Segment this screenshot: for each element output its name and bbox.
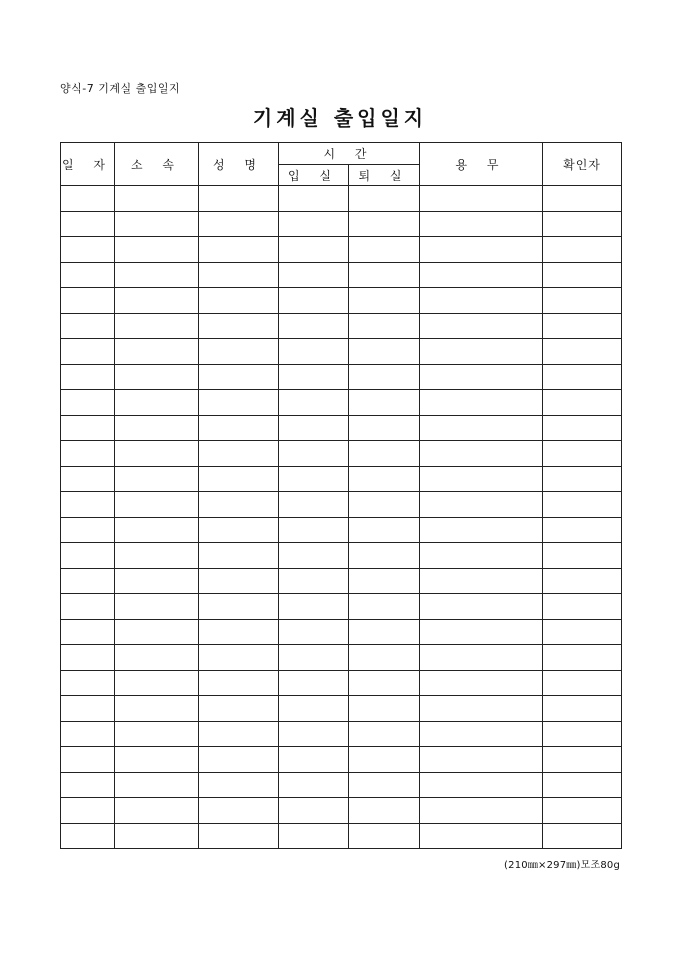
purpose-cell[interactable] [420,517,543,543]
name-cell[interactable] [199,313,279,339]
department-cell[interactable] [115,313,199,339]
date-cell[interactable] [61,823,115,849]
name-cell[interactable] [199,364,279,390]
purpose-cell[interactable] [420,645,543,671]
department-cell[interactable] [115,747,199,773]
name-cell[interactable] [199,517,279,543]
date-cell[interactable] [61,747,115,773]
time-out-cell[interactable] [349,670,420,696]
confirmer-cell[interactable] [543,543,622,569]
confirmer-cell[interactable] [543,696,622,722]
purpose-cell[interactable] [420,415,543,441]
purpose-cell[interactable] [420,441,543,467]
confirmer-cell[interactable] [543,568,622,594]
table-row [61,364,622,390]
table-row [61,466,622,492]
time-out-cell[interactable] [349,696,420,722]
date-cell[interactable] [61,186,115,212]
table-row [61,517,622,543]
time-in-cell[interactable] [279,466,349,492]
time-out-cell[interactable] [349,619,420,645]
department-cell[interactable] [115,288,199,314]
confirmer-cell[interactable] [543,772,622,798]
purpose-cell[interactable] [420,262,543,288]
purpose-cell[interactable] [420,186,543,212]
table-row [61,721,622,747]
department-cell[interactable] [115,441,199,467]
table-row [61,441,622,467]
name-cell[interactable] [199,339,279,365]
confirmer-cell[interactable] [543,645,622,671]
name-cell[interactable] [199,696,279,722]
time-in-cell[interactable] [279,568,349,594]
confirmer-cell[interactable] [543,390,622,416]
name-cell[interactable] [199,492,279,518]
date-cell[interactable] [61,517,115,543]
time-in-cell[interactable] [279,237,349,263]
name-cell[interactable] [199,288,279,314]
name-cell[interactable] [199,415,279,441]
confirmer-cell[interactable] [543,441,622,467]
paper-spec-note: (210㎜×297㎜)모조80g [504,860,620,871]
time-out-cell[interactable] [349,492,420,518]
name-cell[interactable] [199,466,279,492]
department-cell[interactable] [115,721,199,747]
table-row [61,186,622,212]
time-in-cell[interactable] [279,390,349,416]
confirmer-cell[interactable] [543,466,622,492]
confirmer-cell[interactable] [543,823,622,849]
confirmer-cell[interactable] [543,211,622,237]
time-out-cell[interactable] [349,390,420,416]
form-code: 양식-7 기계실 출입일지 [60,82,181,95]
date-cell[interactable] [61,441,115,467]
time-in-cell[interactable] [279,772,349,798]
time-in-cell[interactable] [279,823,349,849]
date-cell[interactable] [61,543,115,569]
name-cell[interactable] [199,543,279,569]
purpose-cell[interactable] [420,237,543,263]
confirmer-cell[interactable] [543,670,622,696]
department-cell[interactable] [115,415,199,441]
time-out-cell[interactable] [349,262,420,288]
header-time: 시 간 [279,143,420,165]
confirmer-cell[interactable] [543,492,622,518]
time-in-cell[interactable] [279,594,349,620]
date-cell[interactable] [61,798,115,824]
name-cell[interactable] [199,619,279,645]
table-row [61,211,622,237]
name-cell[interactable] [199,568,279,594]
purpose-cell[interactable] [420,772,543,798]
time-in-cell[interactable] [279,517,349,543]
time-in-cell[interactable] [279,186,349,212]
time-out-cell[interactable] [349,568,420,594]
time-out-cell[interactable] [349,441,420,467]
confirmer-cell[interactable] [543,747,622,773]
table-row [61,262,622,288]
time-in-cell[interactable] [279,288,349,314]
name-cell[interactable] [199,211,279,237]
department-cell[interactable] [115,211,199,237]
header-confirmer: 확인자 [543,143,622,186]
purpose-cell[interactable] [420,543,543,569]
purpose-cell[interactable] [420,696,543,722]
purpose-cell[interactable] [420,823,543,849]
date-cell[interactable] [61,211,115,237]
time-out-cell[interactable] [349,594,420,620]
table-row [61,696,622,722]
header-purpose: 용 무 [420,143,543,186]
time-out-cell[interactable] [349,645,420,671]
date-cell[interactable] [61,721,115,747]
time-in-cell[interactable] [279,415,349,441]
table-row [61,492,622,518]
purpose-cell[interactable] [420,798,543,824]
time-out-cell[interactable] [349,823,420,849]
confirmer-cell[interactable] [543,364,622,390]
confirmer-cell[interactable] [543,313,622,339]
date-cell[interactable] [61,568,115,594]
department-cell[interactable] [115,798,199,824]
time-in-cell[interactable] [279,492,349,518]
date-cell[interactable] [61,670,115,696]
purpose-cell[interactable] [420,747,543,773]
access-log-table [60,142,622,849]
name-cell[interactable] [199,645,279,671]
time-out-cell[interactable] [349,313,420,339]
table-row [61,772,622,798]
time-in-cell[interactable] [279,798,349,824]
purpose-cell[interactable] [420,619,543,645]
table-row [61,747,622,773]
department-cell[interactable] [115,262,199,288]
department-cell[interactable] [115,237,199,263]
department-cell[interactable] [115,543,199,569]
date-cell[interactable] [61,313,115,339]
confirmer-cell[interactable] [543,798,622,824]
purpose-cell[interactable] [420,721,543,747]
name-cell[interactable] [199,441,279,467]
purpose-cell[interactable] [420,466,543,492]
time-out-cell[interactable] [349,543,420,569]
department-cell[interactable] [115,466,199,492]
time-in-cell[interactable] [279,645,349,671]
time-out-cell[interactable] [349,772,420,798]
name-cell[interactable] [199,823,279,849]
date-cell[interactable] [61,594,115,620]
table-row [61,288,622,314]
date-cell[interactable] [61,645,115,671]
date-cell[interactable] [61,339,115,365]
date-cell[interactable] [61,492,115,518]
time-in-cell[interactable] [279,441,349,467]
name-cell[interactable] [199,772,279,798]
time-out-cell[interactable] [349,339,420,365]
table-row [61,798,622,824]
department-cell[interactable] [115,772,199,798]
date-cell[interactable] [61,696,115,722]
time-in-cell[interactable] [279,313,349,339]
name-cell[interactable] [199,594,279,620]
department-cell[interactable] [115,186,199,212]
table-row [61,619,622,645]
name-cell[interactable] [199,670,279,696]
table-row [61,339,622,365]
header-date: 일 자 [61,143,115,186]
time-out-cell[interactable] [349,798,420,824]
time-in-cell[interactable] [279,262,349,288]
purpose-cell[interactable] [420,568,543,594]
purpose-cell[interactable] [420,211,543,237]
name-cell[interactable] [199,186,279,212]
time-in-cell[interactable] [279,747,349,773]
date-cell[interactable] [61,772,115,798]
date-cell[interactable] [61,237,115,263]
time-out-cell[interactable] [349,211,420,237]
date-cell[interactable] [61,415,115,441]
purpose-cell[interactable] [420,339,543,365]
purpose-cell[interactable] [420,288,543,314]
confirmer-cell[interactable] [543,415,622,441]
department-cell[interactable] [115,619,199,645]
confirmer-cell[interactable] [543,517,622,543]
time-out-cell[interactable] [349,466,420,492]
time-in-cell[interactable] [279,211,349,237]
date-cell[interactable] [61,288,115,314]
purpose-cell[interactable] [420,594,543,620]
table-row [61,568,622,594]
confirmer-cell[interactable] [543,721,622,747]
department-cell[interactable] [115,696,199,722]
time-in-cell[interactable] [279,543,349,569]
department-cell[interactable] [115,390,199,416]
table-row [61,237,622,263]
header-name: 성 명 [199,143,279,186]
time-out-cell[interactable] [349,186,420,212]
table-row [61,670,622,696]
confirmer-cell[interactable] [543,619,622,645]
department-cell[interactable] [115,823,199,849]
time-out-cell[interactable] [349,288,420,314]
table-row [61,594,622,620]
name-cell[interactable] [199,390,279,416]
confirmer-cell[interactable] [543,262,622,288]
department-cell[interactable] [115,339,199,365]
time-out-cell[interactable] [349,237,420,263]
department-cell[interactable] [115,492,199,518]
table-row [61,313,622,339]
time-out-cell[interactable] [349,364,420,390]
purpose-cell[interactable] [420,492,543,518]
department-cell[interactable] [115,568,199,594]
purpose-cell[interactable] [420,313,543,339]
purpose-cell[interactable] [420,364,543,390]
date-cell[interactable] [61,466,115,492]
department-cell[interactable] [115,517,199,543]
confirmer-cell[interactable] [543,594,622,620]
department-cell[interactable] [115,670,199,696]
time-in-cell[interactable] [279,619,349,645]
table-row [61,823,622,849]
name-cell[interactable] [199,747,279,773]
header-department: 소 속 [115,143,199,186]
purpose-cell[interactable] [420,390,543,416]
department-cell[interactable] [115,364,199,390]
table-row [61,543,622,569]
department-cell[interactable] [115,645,199,671]
name-cell[interactable] [199,237,279,263]
document-title: 기계실 출입일지 [252,106,428,130]
confirmer-cell[interactable] [543,237,622,263]
table-row [61,415,622,441]
name-cell[interactable] [199,721,279,747]
confirmer-cell[interactable] [543,339,622,365]
table-row [61,645,622,671]
log-body [61,186,622,849]
date-cell[interactable] [61,619,115,645]
time-in-cell[interactable] [279,721,349,747]
date-cell[interactable] [61,262,115,288]
time-out-cell[interactable] [349,517,420,543]
time-out-cell[interactable] [349,721,420,747]
time-in-cell[interactable] [279,339,349,365]
confirmer-cell[interactable] [543,288,622,314]
time-in-cell[interactable] [279,670,349,696]
confirmer-cell[interactable] [543,186,622,212]
department-cell[interactable] [115,594,199,620]
name-cell[interactable] [199,798,279,824]
time-out-cell[interactable] [349,415,420,441]
date-cell[interactable] [61,364,115,390]
purpose-cell[interactable] [420,670,543,696]
table-row [61,390,622,416]
time-out-cell[interactable] [349,747,420,773]
date-cell[interactable] [61,390,115,416]
time-in-cell[interactable] [279,364,349,390]
header-time-out: 퇴 실 [349,165,420,186]
header-time-in: 입 실 [279,165,349,186]
time-in-cell[interactable] [279,696,349,722]
name-cell[interactable] [199,262,279,288]
